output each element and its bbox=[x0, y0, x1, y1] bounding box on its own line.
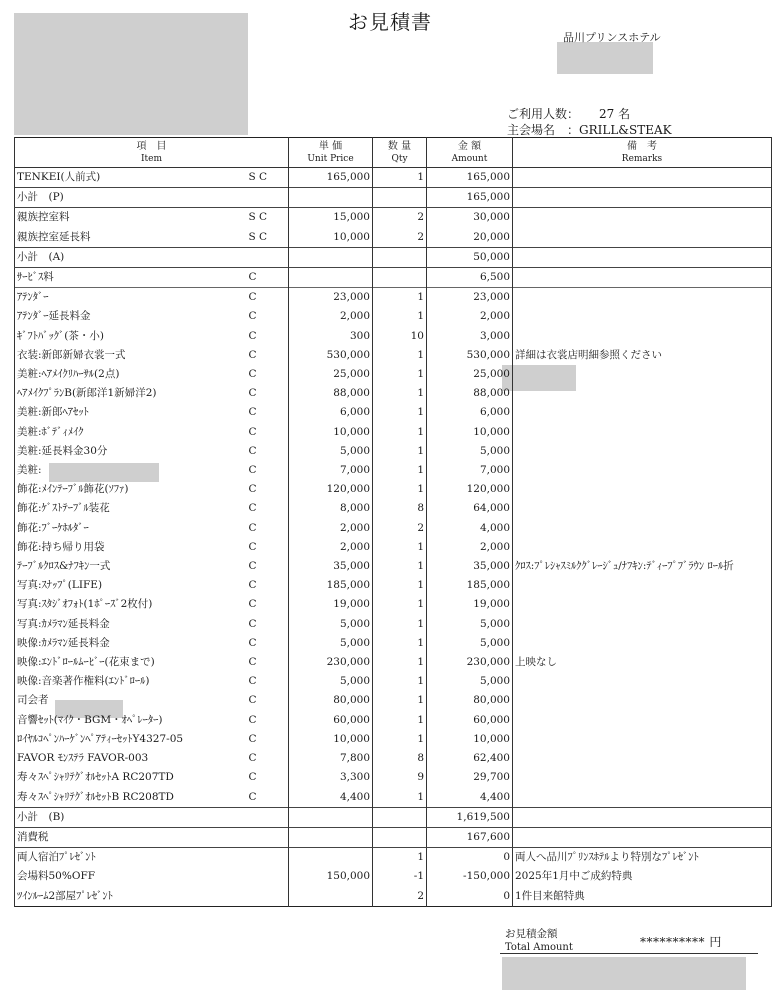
row-item: 小計 (B) bbox=[15, 807, 243, 827]
row-remarks bbox=[513, 576, 772, 595]
row-remarks bbox=[513, 730, 772, 749]
row-service-code: S C bbox=[243, 228, 289, 248]
row-service-code bbox=[243, 887, 289, 907]
row-service-code: C bbox=[243, 691, 289, 710]
row-qty: 1 bbox=[373, 307, 427, 326]
row-qty: 1 bbox=[373, 653, 427, 672]
row-service-code: C bbox=[243, 672, 289, 691]
table-row bbox=[15, 788, 772, 808]
row-remarks bbox=[513, 595, 772, 614]
table-row bbox=[15, 634, 772, 653]
table-row bbox=[15, 228, 772, 248]
row-unit-price: 5,000 bbox=[289, 634, 373, 653]
row-qty: 2 bbox=[373, 228, 427, 248]
row-unit-price: 2,000 bbox=[289, 307, 373, 326]
row-amount: 5,000 bbox=[427, 615, 513, 634]
row-service-code: C bbox=[243, 595, 289, 614]
row-unit-price: 35,000 bbox=[289, 557, 373, 576]
header-amount: 金 額 Amount bbox=[427, 138, 513, 168]
table-row bbox=[15, 595, 772, 614]
row-remarks bbox=[513, 827, 772, 847]
row-qty: 8 bbox=[373, 749, 427, 768]
row-amount: 5,000 bbox=[427, 634, 513, 653]
row-qty: 1 bbox=[373, 634, 427, 653]
total-underline bbox=[500, 953, 758, 954]
row-remarks bbox=[513, 691, 772, 710]
row-service-code: C bbox=[243, 788, 289, 808]
row-service-code bbox=[243, 188, 289, 208]
row-remarks bbox=[513, 615, 772, 634]
row-unit-price: 25,000 bbox=[289, 365, 373, 384]
table-row bbox=[15, 499, 772, 518]
row-remarks: ｸﾛｽ:ﾌﾟﾚｼｬｽﾐﾙｸｸﾞﾚｰｼﾞｭ/ﾅﾌｷﾝ:ﾃﾞｨｰﾌﾟﾌﾞﾗｳﾝ ﾛｰﾙ折 bbox=[513, 557, 772, 576]
row-remarks bbox=[513, 327, 772, 346]
row-amount: 35,000 bbox=[427, 557, 513, 576]
row-item: 寿々ｽﾍﾟｼｬﾘﾃｸﾞｵﾙｾｯﾄA RC207TD bbox=[15, 768, 243, 787]
row-service-code bbox=[243, 867, 289, 886]
guest-count-value: 27 名 bbox=[599, 107, 631, 121]
table-row bbox=[15, 168, 772, 188]
guest-count-label: ご利用人数： bbox=[507, 107, 580, 121]
venue-value: ：GRILL&STEAK bbox=[567, 123, 672, 137]
row-qty bbox=[373, 268, 427, 288]
row-unit-price: 120,000 bbox=[289, 480, 373, 499]
row-amount: 20,000 bbox=[427, 228, 513, 248]
row-item: 親族控室料 bbox=[15, 208, 243, 228]
row-service-code: C bbox=[243, 653, 289, 672]
table-row bbox=[15, 423, 772, 442]
row-remarks bbox=[513, 634, 772, 653]
row-item: ｻｰﾋﾞｽ料 bbox=[15, 268, 243, 288]
row-service-code: C bbox=[243, 499, 289, 518]
row-amount: 10,000 bbox=[427, 730, 513, 749]
row-qty: 1 bbox=[373, 576, 427, 595]
row-service-code: C bbox=[243, 307, 289, 326]
row-amount: 165,000 bbox=[427, 188, 513, 208]
row-remarks bbox=[513, 807, 772, 827]
row-unit-price: 5,000 bbox=[289, 615, 373, 634]
row-remarks bbox=[513, 168, 772, 188]
table-row bbox=[15, 711, 772, 730]
row-qty: 1 bbox=[373, 615, 427, 634]
table-row bbox=[15, 208, 772, 228]
row-remarks bbox=[513, 307, 772, 326]
row-item: 映像:ｴﾝﾄﾞﾛｰﾙﾑｰﾋﾞｰ(花束まで) bbox=[15, 653, 243, 672]
row-qty: 8 bbox=[373, 499, 427, 518]
row-unit-price: 185,000 bbox=[289, 576, 373, 595]
row-service-code: C bbox=[243, 538, 289, 557]
table-row bbox=[15, 442, 772, 461]
row-amount: 4,400 bbox=[427, 788, 513, 808]
row-remarks: 両人へ品川ﾌﾟﾘﾝｽﾎﾃﾙより特別なﾌﾟﾚｾﾞﾝﾄ bbox=[513, 848, 772, 868]
row-remarks bbox=[513, 768, 772, 787]
row-qty bbox=[373, 827, 427, 847]
row-amount: 230,000 bbox=[427, 653, 513, 672]
row-item: 美粧:ﾍｱﾒｲｸﾘﾊｰｻﾙ(2点) bbox=[15, 365, 243, 384]
row-unit-price: 4,400 bbox=[289, 788, 373, 808]
table-row bbox=[15, 576, 772, 595]
row-amount: 167,600 bbox=[427, 827, 513, 847]
row-amount: 0 bbox=[427, 887, 513, 907]
row-item: 美粧:ﾎﾞﾃﾞｨﾒｲｸ bbox=[15, 423, 243, 442]
table-row bbox=[15, 557, 772, 576]
row-service-code: C bbox=[243, 615, 289, 634]
row-service-code: C bbox=[243, 634, 289, 653]
row-unit-price: 5,000 bbox=[289, 442, 373, 461]
row-amount: 60,000 bbox=[427, 711, 513, 730]
row-item: 映像:音楽著作権料(ｴﾝﾄﾞﾛｰﾙ) bbox=[15, 672, 243, 691]
row-qty: 2 bbox=[373, 208, 427, 228]
row-amount: 6,000 bbox=[427, 403, 513, 422]
row-qty: 1 bbox=[373, 711, 427, 730]
row-item: 消費税 bbox=[15, 827, 243, 847]
row-unit-price: 10,000 bbox=[289, 730, 373, 749]
header-unit-price: 単 価 Unit Price bbox=[289, 138, 373, 168]
row-qty: 2 bbox=[373, 887, 427, 907]
row-amount: 80,000 bbox=[427, 691, 513, 710]
venue-name bbox=[507, 121, 672, 138]
table-row bbox=[15, 887, 772, 907]
row-amount: 3,000 bbox=[427, 327, 513, 346]
row-unit-price: 7,000 bbox=[289, 461, 373, 480]
row-item: 美粧:新郎ﾍｱｾｯﾄ bbox=[15, 403, 243, 422]
row-item: 小計 (A) bbox=[15, 247, 243, 267]
row-qty: 1 bbox=[373, 595, 427, 614]
row-item: 飾花:ﾒｲﾝﾃｰﾌﾞﾙ飾花(ｿﾌｧ) bbox=[15, 480, 243, 499]
row-service-code: C bbox=[243, 461, 289, 480]
row-unit-price: 10,000 bbox=[289, 228, 373, 248]
row-unit-price: 80,000 bbox=[289, 691, 373, 710]
row-qty bbox=[373, 188, 427, 208]
row-item: 飾花:ｹﾞｽﾄﾃｰﾌﾞﾙ装花 bbox=[15, 499, 243, 518]
venue-label: 主会場名 bbox=[507, 123, 556, 137]
row-unit-price bbox=[289, 807, 373, 827]
table-row bbox=[15, 384, 772, 403]
row-unit-price: 165,000 bbox=[289, 168, 373, 188]
row-unit-price: 2,000 bbox=[289, 538, 373, 557]
row-remarks bbox=[513, 268, 772, 288]
row-amount: 10,000 bbox=[427, 423, 513, 442]
table-row bbox=[15, 307, 772, 326]
row-item: ｷﾞﾌﾄﾊﾞｯｸﾞ(茶・小) bbox=[15, 327, 243, 346]
row-amount: 7,000 bbox=[427, 461, 513, 480]
table-row bbox=[15, 867, 772, 886]
row-amount: 23,000 bbox=[427, 288, 513, 308]
table-row bbox=[15, 365, 772, 384]
row-service-code: C bbox=[243, 768, 289, 787]
row-service-code: C bbox=[243, 730, 289, 749]
row-qty: 1 bbox=[373, 788, 427, 808]
row-qty: 1 bbox=[373, 168, 427, 188]
row-remarks bbox=[513, 711, 772, 730]
row-remarks bbox=[513, 480, 772, 499]
row-amount: -150,000 bbox=[427, 867, 513, 886]
row-item: TENKEI(人前式) bbox=[15, 168, 243, 188]
table-row bbox=[15, 480, 772, 499]
row-qty: 1 bbox=[373, 442, 427, 461]
row-item: ﾍｱﾒｲｸﾌﾟﾗﾝB(新郎洋1新婦洋2) bbox=[15, 384, 243, 403]
total-label-jp: お見積金額 bbox=[505, 928, 558, 940]
row-unit-price bbox=[289, 827, 373, 847]
row-service-code bbox=[243, 827, 289, 847]
row-qty: 1 bbox=[373, 346, 427, 365]
row-amount: 120,000 bbox=[427, 480, 513, 499]
row-item: 衣装:新郎新婦衣裳一式 bbox=[15, 346, 243, 365]
row-unit-price: 60,000 bbox=[289, 711, 373, 730]
row-item: 音響ｾｯﾄ(ﾏｲｸ・BGM・ｵﾍﾟﾚｰﾀｰ) bbox=[15, 711, 243, 730]
row-item: ｱﾃﾝﾀﾞｰ延長料金 bbox=[15, 307, 243, 326]
row-remarks bbox=[513, 208, 772, 228]
row-remarks bbox=[513, 365, 772, 384]
row-service-code: C bbox=[243, 519, 289, 538]
row-qty bbox=[373, 247, 427, 267]
document-title: お見積書 bbox=[348, 10, 432, 34]
row-item: ｱﾃﾝﾀﾞｰ bbox=[15, 288, 243, 308]
row-remarks bbox=[513, 403, 772, 422]
row-remarks bbox=[513, 247, 772, 267]
row-service-code: C bbox=[243, 346, 289, 365]
row-amount: 5,000 bbox=[427, 442, 513, 461]
row-unit-price: 23,000 bbox=[289, 288, 373, 308]
row-amount: 30,000 bbox=[427, 208, 513, 228]
row-service-code: C bbox=[243, 288, 289, 308]
row-remarks bbox=[513, 499, 772, 518]
table-header-row bbox=[15, 138, 772, 168]
row-qty: 2 bbox=[373, 519, 427, 538]
row-item: 両人宿泊ﾌﾟﾚｾﾞﾝﾄ bbox=[15, 848, 243, 868]
table-row bbox=[15, 768, 772, 787]
row-qty: 1 bbox=[373, 461, 427, 480]
row-amount: 6,500 bbox=[427, 268, 513, 288]
row-qty bbox=[373, 807, 427, 827]
row-item: 写真:ｽﾀｼﾞｵﾌｫﾄ(1ﾎﾟｰｽﾞ2枚付) bbox=[15, 595, 243, 614]
row-remarks bbox=[513, 788, 772, 808]
estimate-table bbox=[14, 137, 772, 907]
row-item: 寿々ｽﾍﾟｼｬﾘﾃｸﾞｵﾙｾｯﾄB RC208TD bbox=[15, 788, 243, 808]
row-unit-price: 3,300 bbox=[289, 768, 373, 787]
row-service-code: C bbox=[243, 557, 289, 576]
redacted-block-footer bbox=[502, 957, 746, 990]
row-item: 小計 (P) bbox=[15, 188, 243, 208]
row-item: ﾂｲﾝﾙｰﾑ2部屋ﾌﾟﾚｾﾞﾝﾄ bbox=[15, 887, 243, 907]
row-item: 親族控室延長料 bbox=[15, 228, 243, 248]
table-row bbox=[15, 268, 772, 288]
row-amount: 530,000 bbox=[427, 346, 513, 365]
row-remarks bbox=[513, 384, 772, 403]
table-row bbox=[15, 848, 772, 868]
row-amount: 5,000 bbox=[427, 672, 513, 691]
row-qty: 1 bbox=[373, 730, 427, 749]
row-item: ﾛｲﾔﾙｺﾍﾟﾝﾊｰｹﾞﾝﾍﾟｱﾃｨｰｾｯﾄY4327-05 bbox=[15, 730, 243, 749]
row-amount: 62,400 bbox=[427, 749, 513, 768]
row-remarks bbox=[513, 519, 772, 538]
row-unit-price: 230,000 bbox=[289, 653, 373, 672]
row-amount: 2,000 bbox=[427, 538, 513, 557]
row-item: 会場料50%OFF bbox=[15, 867, 243, 886]
hotel-name: 品川プリンスホテル bbox=[563, 31, 661, 44]
row-item: FAVOR ﾓﾝｽﾃﾗ FAVOR-003 bbox=[15, 749, 243, 768]
row-remarks: 2025年1月中ご成約特典 bbox=[513, 867, 772, 886]
row-remarks bbox=[513, 288, 772, 308]
row-amount: 0 bbox=[427, 848, 513, 868]
row-remarks bbox=[513, 442, 772, 461]
row-unit-price: 88,000 bbox=[289, 384, 373, 403]
row-qty: 1 bbox=[373, 384, 427, 403]
row-remarks: 詳細は衣裳店明細参照ください bbox=[513, 346, 772, 365]
subtotal-row bbox=[15, 827, 772, 847]
row-item: 司会者 bbox=[15, 691, 243, 710]
row-remarks bbox=[513, 672, 772, 691]
table-row bbox=[15, 653, 772, 672]
row-qty: 10 bbox=[373, 327, 427, 346]
row-service-code bbox=[243, 848, 289, 868]
row-service-code: C bbox=[243, 403, 289, 422]
guest-count bbox=[507, 105, 630, 122]
row-qty: 9 bbox=[373, 768, 427, 787]
table-row bbox=[15, 672, 772, 691]
row-service-code: C bbox=[243, 442, 289, 461]
row-service-code: C bbox=[243, 423, 289, 442]
row-qty: 1 bbox=[373, 403, 427, 422]
row-unit-price bbox=[289, 268, 373, 288]
row-unit-price: 8,000 bbox=[289, 499, 373, 518]
header-item: 項 目 Item bbox=[15, 138, 289, 168]
row-amount: 4,000 bbox=[427, 519, 513, 538]
row-item: 美粧:延長料金30分 bbox=[15, 442, 243, 461]
row-unit-price: 6,000 bbox=[289, 403, 373, 422]
subtotal-row bbox=[15, 188, 772, 208]
table-row bbox=[15, 730, 772, 749]
row-amount: 185,000 bbox=[427, 576, 513, 595]
row-item: 写真:ｽﾅｯﾌﾟ(LIFE) bbox=[15, 576, 243, 595]
row-amount: 64,000 bbox=[427, 499, 513, 518]
row-service-code: C bbox=[243, 384, 289, 403]
row-service-code: C bbox=[243, 749, 289, 768]
row-remarks bbox=[513, 749, 772, 768]
row-remarks bbox=[513, 188, 772, 208]
row-amount: 29,700 bbox=[427, 768, 513, 787]
row-item: 映像:ｶﾒﾗﾏﾝ延長料金 bbox=[15, 634, 243, 653]
row-qty: 1 bbox=[373, 423, 427, 442]
row-unit-price bbox=[289, 848, 373, 868]
row-service-code: C bbox=[243, 268, 289, 288]
row-amount: 50,000 bbox=[427, 247, 513, 267]
row-amount: 1,619,500 bbox=[427, 807, 513, 827]
row-qty: 1 bbox=[373, 288, 427, 308]
row-service-code: C bbox=[243, 711, 289, 730]
row-qty: 1 bbox=[373, 480, 427, 499]
header-qty: 数 量 Qty bbox=[373, 138, 427, 168]
row-unit-price: 10,000 bbox=[289, 423, 373, 442]
row-qty: 1 bbox=[373, 365, 427, 384]
row-remarks: 上映なし bbox=[513, 653, 772, 672]
row-unit-price: 5,000 bbox=[289, 672, 373, 691]
table-row bbox=[15, 538, 772, 557]
row-remarks: 1件目来館特典 bbox=[513, 887, 772, 907]
row-unit-price: 300 bbox=[289, 327, 373, 346]
header-remarks: 備 考 Remarks bbox=[513, 138, 772, 168]
row-unit-price: 2,000 bbox=[289, 519, 373, 538]
table-row bbox=[15, 403, 772, 422]
redacted-block-hotel-contact bbox=[557, 42, 653, 74]
row-qty: 1 bbox=[373, 848, 427, 868]
subtotal-row bbox=[15, 807, 772, 827]
table-row bbox=[15, 615, 772, 634]
subtotal-row bbox=[15, 247, 772, 267]
row-unit-price bbox=[289, 188, 373, 208]
row-service-code: S C bbox=[243, 168, 289, 188]
table-row bbox=[15, 327, 772, 346]
row-unit-price: 150,000 bbox=[289, 867, 373, 886]
table-row bbox=[15, 691, 772, 710]
row-amount: 88,000 bbox=[427, 384, 513, 403]
row-unit-price bbox=[289, 887, 373, 907]
row-unit-price: 7,800 bbox=[289, 749, 373, 768]
total-amount-value: ********** 円 bbox=[640, 935, 722, 949]
row-item: 飾花:持ち帰り用袋 bbox=[15, 538, 243, 557]
row-remarks bbox=[513, 228, 772, 248]
total-amount-label bbox=[505, 928, 573, 954]
row-service-code: S C bbox=[243, 208, 289, 228]
table-row bbox=[15, 749, 772, 768]
row-amount: 2,000 bbox=[427, 307, 513, 326]
row-qty: 1 bbox=[373, 557, 427, 576]
row-qty: 1 bbox=[373, 691, 427, 710]
row-service-code: C bbox=[243, 365, 289, 384]
total-label-en: Total Amount bbox=[505, 942, 573, 953]
row-remarks bbox=[513, 538, 772, 557]
row-amount: 25,000 bbox=[427, 365, 513, 384]
table-row bbox=[15, 288, 772, 308]
row-amount: 165,000 bbox=[427, 168, 513, 188]
row-qty: -1 bbox=[373, 867, 427, 886]
row-service-code bbox=[243, 247, 289, 267]
row-unit-price: 19,000 bbox=[289, 595, 373, 614]
row-unit-price: 530,000 bbox=[289, 346, 373, 365]
row-unit-price bbox=[289, 247, 373, 267]
row-qty: 1 bbox=[373, 672, 427, 691]
row-amount: 19,000 bbox=[427, 595, 513, 614]
row-item: ﾃｰﾌﾞﾙｸﾛｽ&ﾅﾌｷﾝ一式 bbox=[15, 557, 243, 576]
row-service-code: C bbox=[243, 327, 289, 346]
row-remarks bbox=[513, 461, 772, 480]
row-unit-price: 15,000 bbox=[289, 208, 373, 228]
row-qty: 1 bbox=[373, 538, 427, 557]
row-remarks bbox=[513, 423, 772, 442]
row-service-code bbox=[243, 807, 289, 827]
table-row bbox=[15, 461, 772, 480]
table-row bbox=[15, 519, 772, 538]
row-service-code: C bbox=[243, 480, 289, 499]
row-item: 美粧: bbox=[15, 461, 243, 480]
row-item: 写真:ｶﾒﾗﾏﾝ延長料金 bbox=[15, 615, 243, 634]
table-row bbox=[15, 346, 772, 365]
row-service-code: C bbox=[243, 576, 289, 595]
row-item: 飾花:ﾌﾞｰｹﾎﾙﾀﾞｰ bbox=[15, 519, 243, 538]
